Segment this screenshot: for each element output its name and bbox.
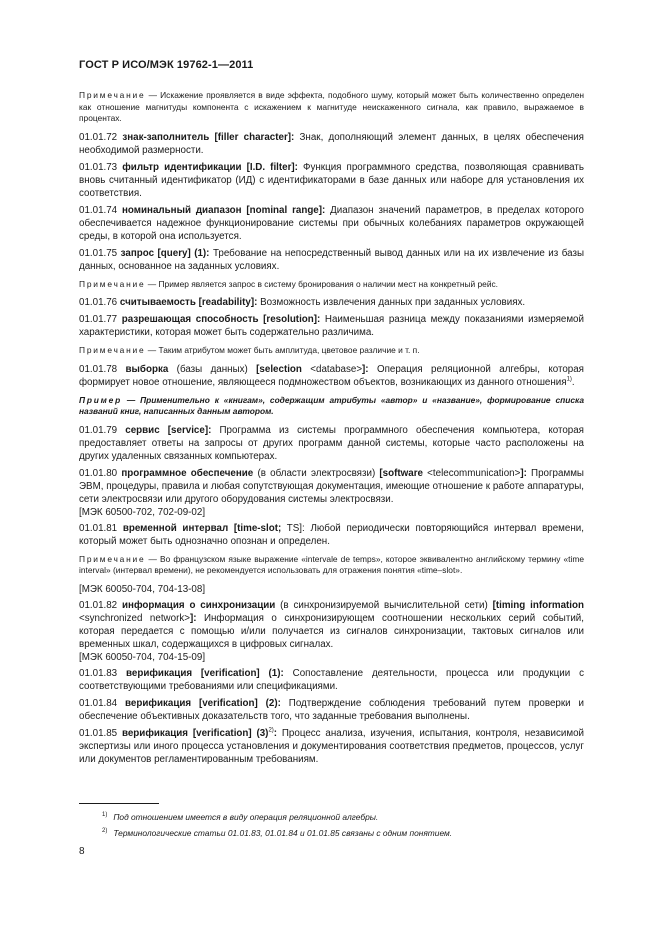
term-definition: Процесс анализа, изучения, испытания, контроля, независимой экспертизы или иного процесса установления и документирования соответствия предметов, процессов, услуг или документов регламентированным требованиям. [79, 727, 584, 765]
term-definition: Наименьшая разница между показаниями измеряемой характеристики, которая может быть содержательно различима. [79, 314, 584, 338]
term-name: верификация [verification] (1): [126, 667, 284, 679]
term-definition: Диапазон значений параметров, в пределах которого обеспечивается надежное функционирование системы при обычных колебаниях параметров окружающей среды, в которой она используется. [79, 204, 584, 242]
term-bracket-close: ]: [189, 612, 197, 624]
term-abbrev: TS]: [281, 522, 305, 534]
note-text: — Искажение проявляется в виде эффекта, подобного шуму, который может быть количественно определен как отношение магнитуды компонента с искажением к магнитуде неискаженного сигнала, как правило, выражаемое в процентах. [79, 90, 584, 123]
term-entry [79, 247, 584, 273]
term-entry [79, 424, 584, 463]
term-entry [79, 727, 584, 766]
term-name: знак-заполнитель [filler character]: [122, 131, 295, 143]
note-label: Примечание [79, 278, 146, 289]
term-number: 01.01.84 [79, 697, 118, 709]
term-name: информация о синхронизации [122, 599, 276, 611]
term-domain: (в области электросвязи) [253, 467, 380, 479]
term-definition: Подтверждение соблюдения требований путем проверки и обеспечение объективных доказательств того, что заданные требования выполнены. [79, 697, 584, 722]
term-entry [79, 522, 584, 548]
note-label: Примечание [79, 553, 146, 564]
term-bracket-close: ]: [362, 363, 369, 375]
term-context: <telecommunication> [422, 467, 521, 479]
source-reference: [МЭК 60050-704, 704-13-08] [79, 583, 206, 595]
term-definition: Требование на непосредственный вывод данных или на их извлечение из базы данных, основанное на заданных условиях. [79, 247, 584, 272]
term-number: 01.01.72 [79, 131, 118, 143]
term-entry [79, 599, 584, 651]
term-name: временной интервал [time-slot; [122, 522, 282, 534]
term-name: фильтр идентификации [I.D. filter]: [122, 161, 298, 173]
term-entry [79, 697, 584, 723]
footnote [102, 812, 378, 822]
term-number: 01.01.79 [79, 424, 118, 436]
term-definition: Функция программного средства, позволяющая сравнивать вновь считанный идентификатор (ИД) с идентификаторами в базе данных или наборе для установления их соответствия. [79, 161, 584, 199]
example-label: Пример [79, 394, 123, 405]
term-name: выборка [125, 363, 169, 375]
term-number: 01.01.80 [79, 467, 118, 479]
note-resolution [79, 345, 584, 357]
term-english: [software [379, 467, 423, 479]
note-label: Примечание [79, 90, 146, 100]
example-selection [79, 395, 584, 418]
term-number: 01.01.74 [79, 204, 118, 216]
footnote [102, 828, 452, 838]
term-definition: Программы ЭВМ, процедуры, правила и любая сопутствующая документация, имеющие отношение к работе аппаратуры, сети электросвязи или другого оборудования системы электросвязи. [79, 467, 584, 505]
term-number: 01.01.85 [79, 727, 118, 739]
term-entry [79, 313, 584, 339]
term-name: верификация [verification] (2): [125, 697, 281, 709]
term-number: 01.01.75 [79, 247, 118, 259]
term-name: номинальный диапазон [nominal range]: [122, 204, 326, 216]
term-number: 01.01.77 [79, 314, 118, 325]
term-number: 01.01.83 [79, 667, 118, 679]
note-text: — Пример является запрос в систему бронирования о наличии мест на конкретный рейс. [145, 278, 499, 289]
term-number: 01.01.76 [79, 297, 118, 308]
term-number: 01.01.82 [79, 599, 118, 611]
term-name: разрешающая способность [resolution]: [121, 314, 321, 325]
term-context: <synchronized network> [79, 612, 190, 624]
document-body [79, 90, 584, 770]
term-entry [79, 467, 584, 506]
term-definition: Программа из системы программного обеспечения компьютера, которая предоставляет ответы на запросы от других программ данной системы, которые часто расположены на других удаленных связанных компьютерах. [79, 424, 584, 462]
document-header: ГОСТ Р ИСО/МЭК 19762-1—2011 [79, 59, 254, 71]
footnote-mark: 2) [102, 828, 108, 835]
term-definition: Знак, дополняющий элемент данных, в целях обеспечения необходимой размерности. [79, 131, 584, 156]
term-name: запрос [query] (1): [120, 247, 210, 259]
term-colon: : [273, 727, 278, 739]
note-time-slot [79, 554, 584, 577]
term-definition: Сопоставление деятельности, процесса или продукции с соответствующими требованиями или спецификациями. [79, 667, 584, 692]
note-distortion [79, 90, 584, 125]
footnote-mark: 1) [102, 812, 108, 819]
term-context: <database> [301, 363, 363, 375]
term-definition: Информация о синхронизирующем соотношении нескольких серий событий, которая передается с помощью и/или получается из сигналов синхронизации, тактовых сигналов или временных шкал, содержащихся в цифровых сигналах. [79, 612, 584, 650]
footnote-text: Терминологические статьи 01.01.83, 01.01.84 и 01.01.85 связаны с одним понятием. [113, 828, 453, 838]
term-name: верификация [verification] (3) [121, 727, 269, 739]
note-query [79, 279, 584, 291]
term-name: сервис [service]: [125, 424, 212, 436]
term-entry [79, 204, 584, 243]
source-reference: [МЭК 60050-704, 704-15-09] [79, 651, 206, 663]
term-name: программное обеспечение [121, 467, 254, 479]
term-definition: Операция реляционной алгебры, которая формирует новое отношение, являющееся подмножеством объектов, возникающих из данного отношения [79, 363, 584, 388]
source-reference: [МЭК 60500-702, 702-09-02] [79, 506, 206, 518]
term-number: 01.01.78 [79, 363, 118, 375]
term-entry [79, 161, 584, 200]
note-text: — Во французском языке выражение «intervale de temps», которое эквивалентно английскому термину «time interval» (интервал времени), не рекомендуется использовать для отражения понятия «time–slot». [79, 553, 584, 575]
term-entry [79, 363, 584, 389]
footnote-ref: 1) [566, 376, 572, 383]
example-text: — Применительно к «книгам», содержащим атрибуты «автор» и «название», формирование списка названий книг, написанных данным автором. [79, 394, 584, 416]
term-domain: (базы данных) [168, 363, 257, 375]
term-number: 01.01.73 [79, 161, 118, 173]
term-name: считываемость [readability]: [119, 297, 258, 308]
note-text: — Таким атрибутом может быть амплитуда, цветовое различие и т. п. [145, 345, 420, 355]
term-entry [79, 667, 584, 693]
term-entry [79, 131, 584, 157]
term-bracket-close: ]: [520, 467, 527, 479]
footnote-text: Под отношением имеется в виду операция реляционной алгебры. [113, 812, 379, 822]
term-domain: (в синхронизируемой вычислительной сети) [275, 599, 493, 611]
term-number: 01.01.81 [79, 522, 118, 534]
term-definition: Любой периодически повторяющийся интервал времени, который может быть однозначно опознан и определен. [79, 522, 584, 547]
note-label: Примечание [79, 345, 146, 355]
term-definition: Возможность извлечения данных при заданных условиях. [257, 297, 526, 308]
page-number: 8 [79, 846, 85, 857]
term-entry [79, 296, 584, 309]
footnote-ref: 2) [268, 727, 274, 734]
footnote-divider [79, 803, 159, 804]
term-english: [timing information [492, 599, 584, 611]
term-end: . [571, 376, 575, 388]
term-english: [selection [256, 363, 302, 375]
